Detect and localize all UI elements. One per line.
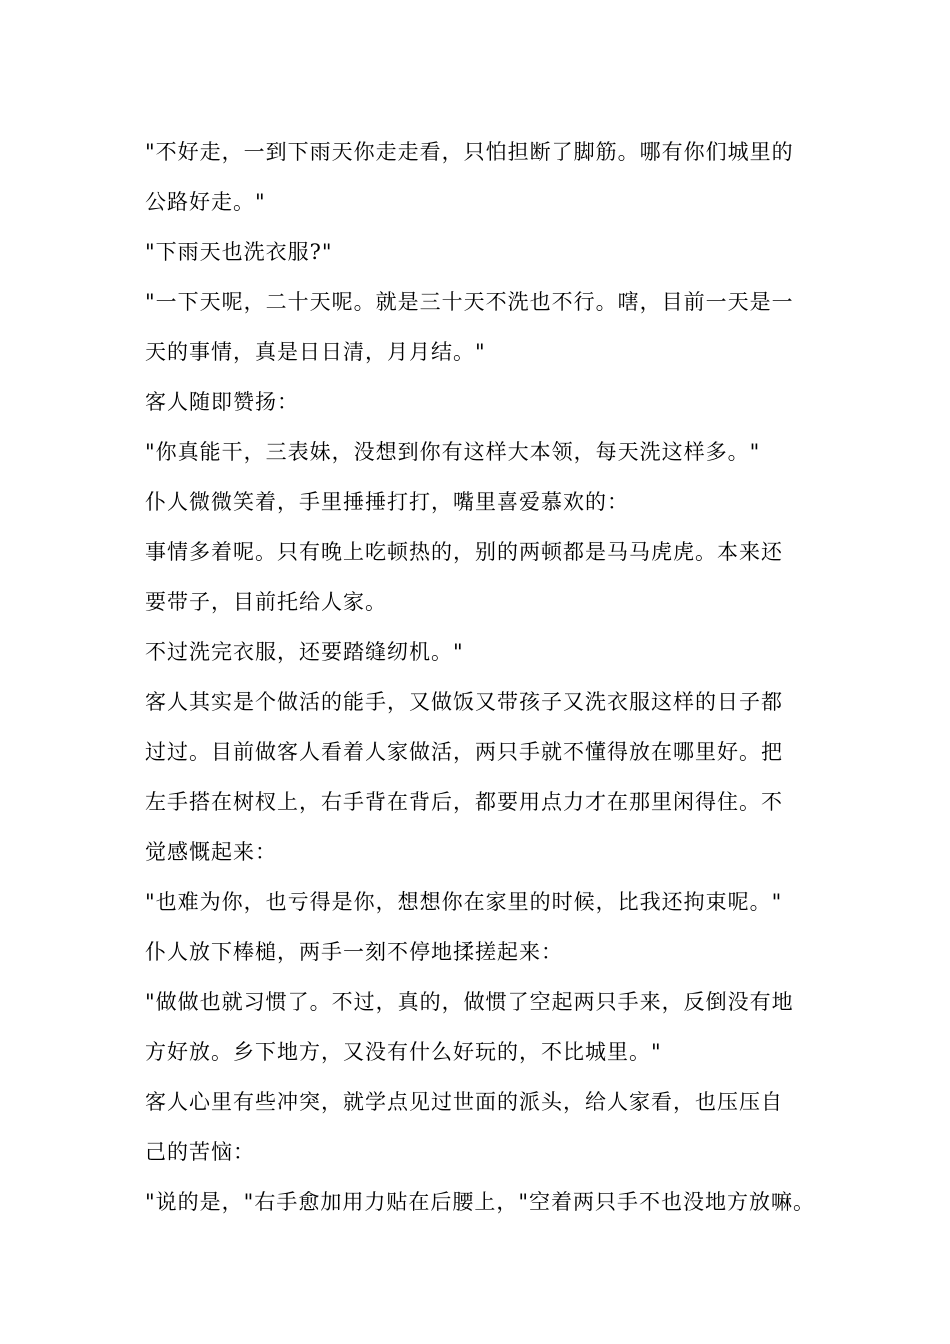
text-line: 公路好走。" (145, 190, 266, 214)
text-line: 要带子，目前托给人家。 (145, 590, 387, 614)
text-line: 仆人放下棒槌，两手一刻不停地揉搓起来： (145, 940, 563, 964)
text-line: "下雨天也洗衣服?" (145, 240, 333, 264)
text-line: 客人其实是个做活的能手，又做饭又带孩子又洗衣服这样的日子都 (145, 690, 783, 714)
text-line: "不好走，一到下雨天你走走看，只怕担断了脚筋。哪有你们城里的 (145, 140, 794, 164)
text-line: "也难为你，也亏得是你，想想你在家里的时候，比我还拘束呢。" (145, 890, 783, 914)
text-line: 己的苦恼： (145, 1140, 255, 1164)
text-line: "做做也就习惯了。不过，真的，做惯了空起两只手来，反倒没有地 (145, 990, 794, 1014)
text-line: 天的事情，真是日日清，月月结。" (145, 340, 486, 364)
text-line: 过过。目前做客人看着人家做活，两只手就不懂得放在哪里好。把 (145, 740, 783, 764)
text-line: 客人随即赞扬： (145, 390, 299, 414)
text-line: 觉感慨起来： (145, 840, 277, 864)
text-line: "一下天呢，二十天呢。就是三十天不洗也不行。嗐，目前一天是一 (145, 290, 794, 314)
text-line: 方好放。乡下地方，又没有什么好玩的，不比城里。" (145, 1040, 662, 1064)
text-line: "你真能干，三表妹，没想到你有这样大本领，每天洗这样多。" (145, 440, 761, 464)
text-line: 左手搭在树杈上，右手背在背后，都要用点力才在那里闲得住。不 (145, 790, 783, 814)
text-line: 仆人微微笑着，手里捶捶打打，嘴里喜爱慕欢的： (145, 490, 629, 514)
text-line: 事情多着呢。只有晚上吃顿热的，别的两顿都是马马虎虎。本来还 (145, 540, 783, 564)
text-line: 客人心里有些冲突，就学点见过世面的派头，给人家看，也压压自 (145, 1090, 783, 1114)
text-line: 不过洗完衣服，还要踏缝纫机。" (145, 640, 464, 664)
text-line: "说的是，"右手愈加用力贴在后腰上，"空着两只手不也没地方放嘛。 (145, 1190, 815, 1214)
